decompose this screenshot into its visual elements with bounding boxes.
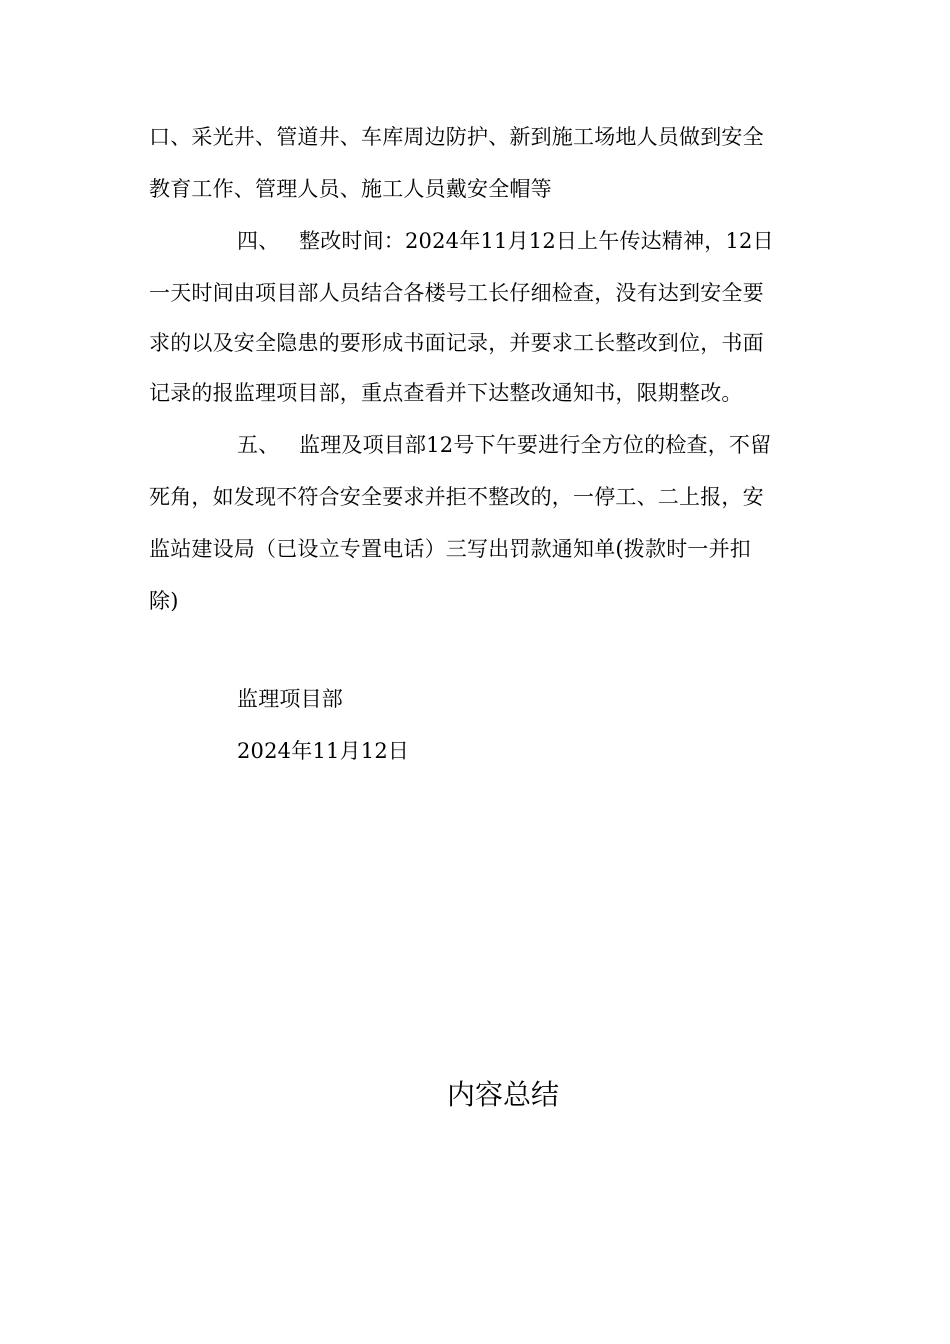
item-four-line: 一天时间由项目部人员结合各楼号工长仔细检查，没有达到安全要 xyxy=(149,281,764,305)
item-five-line xyxy=(237,430,771,460)
item-four-number: 四、 xyxy=(237,229,280,253)
item-four-text: 整改时间：2024年11月12日上午传达精神，12日 xyxy=(299,229,774,253)
item-four-line: 记录的报监理项目部，重点查看并下达整改通知书，限期整改。 xyxy=(149,381,743,405)
summary-heading: 内容总结 xyxy=(447,1078,560,1111)
signature-org: 监理项目部 xyxy=(237,687,343,711)
item-five-text: 监理及项目部12号下午要进行全方位的检查，不留 xyxy=(299,433,772,457)
item-five-number: 五、 xyxy=(237,433,280,457)
item-four-line: 求的以及安全隐患的要形成书面记录，并要求工长整改到位，书面 xyxy=(149,331,764,355)
item-four-line xyxy=(237,226,774,256)
paragraph-continuation-line: 教育工作、管理人员、施工人员戴安全帽等 xyxy=(149,177,552,201)
item-five-line: 监站建设局（已设立专置电话）三写出罚款通知单(拨款时一并扣 xyxy=(149,537,751,561)
item-five-line: 死角，如发现不符合安全要求并拒不整改的，一停工、二上报，安 xyxy=(149,485,764,509)
signature-date: 2024年11月12日 xyxy=(237,739,410,763)
paragraph-continuation-line: 口、采光井、管道井、车库周边防护、新到施工场地人员做到安全 xyxy=(149,125,764,149)
item-five-line: 除) xyxy=(149,589,179,613)
